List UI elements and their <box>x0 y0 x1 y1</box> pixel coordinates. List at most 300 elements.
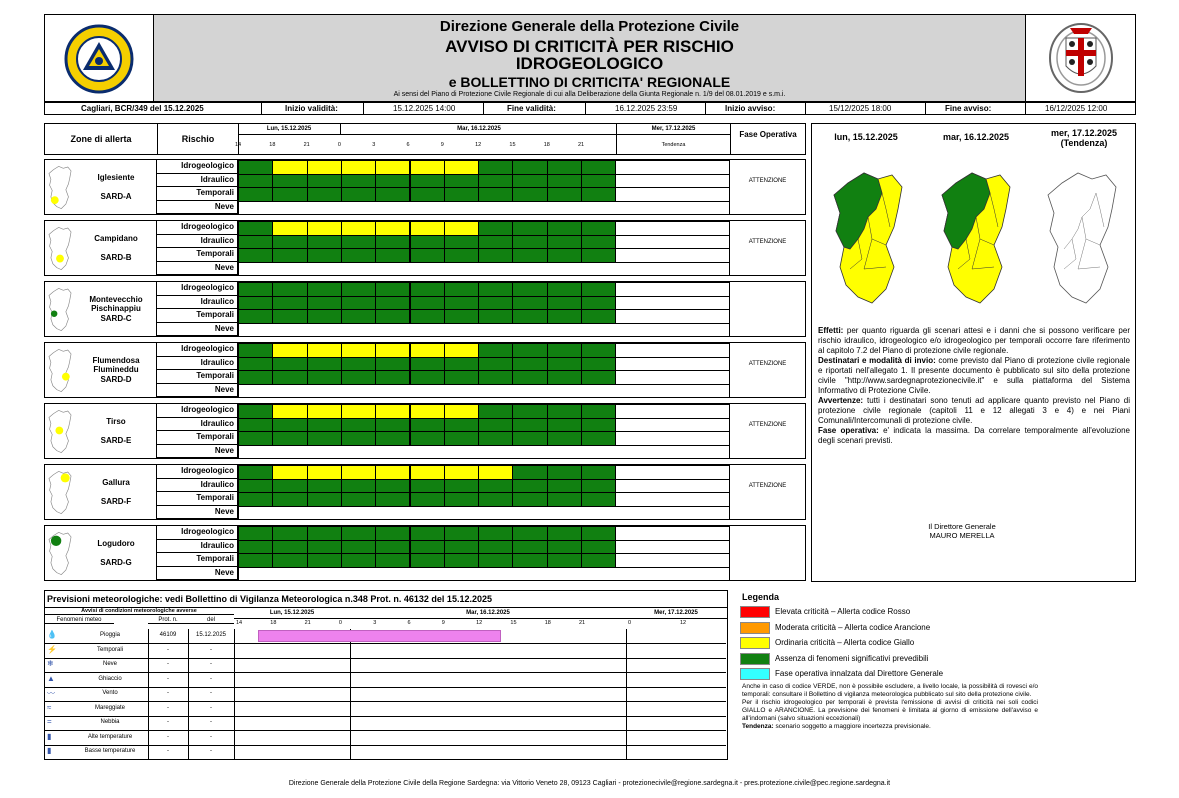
alert-cell-green <box>581 465 616 480</box>
alert-cell-green <box>410 431 445 446</box>
fase-operativa-value: ATTENZIONE <box>748 422 787 428</box>
alert-cell-green <box>238 309 273 324</box>
effetti-heading: Effetti: <box>818 326 844 335</box>
alert-cell-green <box>581 235 616 250</box>
alert-cell-green <box>410 418 445 433</box>
fase-text: e' indicata la massima. Da correlare temporalmente all'evoluzione degli scenari previsti. <box>818 426 1130 445</box>
alert-cell-green <box>547 404 582 419</box>
alert-cell-green <box>272 492 307 507</box>
alert-cell-green <box>272 370 307 385</box>
alert-cell-green <box>547 357 582 372</box>
header-box <box>44 14 1136 102</box>
alert-cell-green <box>478 248 513 263</box>
sardinia-coat-of-arms-icon <box>1046 20 1116 96</box>
alert-cell-green <box>581 431 616 446</box>
zone-code: SARD-B <box>100 253 132 262</box>
notice-start: 15/12/2025 18:00 <box>829 104 892 113</box>
alert-cell-green <box>581 370 616 385</box>
alert-cell-green <box>444 248 479 263</box>
alert-cell-green <box>478 370 513 385</box>
meteo-row <box>44 731 726 746</box>
alert-cell-green <box>512 187 547 202</box>
alert-cell-yellow <box>272 221 307 236</box>
alert-cell-green <box>238 343 273 358</box>
alert-cell-green <box>238 370 273 385</box>
alert-cell-yellow <box>410 404 445 419</box>
tendenza-cell <box>615 526 730 541</box>
risk-label: Temporali <box>157 248 238 262</box>
zone-mini-map-icon <box>47 285 73 333</box>
alert-cell-yellow <box>444 404 479 419</box>
alert-cell-green <box>375 235 410 250</box>
alert-cell-green <box>444 187 479 202</box>
legend-note-2: Per il rischio idrogeologico per temporali è prevista l'emissione di avvisi di criticità nei soli codici GIALLO e ARANCIONE. La previsione dei fenomeni è limitata al giorno di emissione dell'avviso e all'indomani (salvo situazioni eccezionali) <box>742 699 1038 722</box>
alert-cell-green <box>547 296 582 311</box>
alert-cell-green <box>341 431 376 446</box>
neve-cell <box>238 445 730 460</box>
meteo-prot: - <box>167 719 169 725</box>
alert-cell-green <box>547 418 582 433</box>
zone-name: Tirso <box>106 417 126 426</box>
alert-cell-yellow <box>444 343 479 358</box>
alert-cell-green <box>547 187 582 202</box>
rain-warning-bar <box>258 630 501 642</box>
legend-swatch <box>740 637 770 649</box>
alert-cell-yellow <box>410 160 445 175</box>
alert-cell-green <box>478 418 513 433</box>
alert-cell-green <box>478 282 513 297</box>
alert-cell-green <box>478 540 513 555</box>
meteo-phenomenon: Vento <box>102 690 118 696</box>
alert-cell-yellow <box>444 221 479 236</box>
meteo-del: - <box>210 748 212 754</box>
meteo-prot: - <box>167 661 169 667</box>
alert-cell-green <box>547 526 582 541</box>
alert-cell-green <box>307 248 342 263</box>
thunderstorm-icon: ⚡ <box>47 644 57 654</box>
alert-cell-green <box>581 282 616 297</box>
meteo-hour-tick: 14 <box>236 620 243 626</box>
legend-title: Legenda <box>742 592 780 602</box>
alert-cell-green <box>341 418 376 433</box>
notice-end-label: Fine avviso: <box>945 104 992 113</box>
meteo-del: - <box>210 733 212 740</box>
alert-cell-green <box>410 540 445 555</box>
alert-cell-green <box>272 431 307 446</box>
zone-mini-map-icon <box>47 346 73 394</box>
alert-cell-green <box>272 526 307 541</box>
alert-cell-yellow <box>307 160 342 175</box>
alert-cell-yellow <box>375 465 410 480</box>
risk-label: Neve <box>157 506 238 520</box>
alert-cell-green <box>478 235 513 250</box>
legend-swatch <box>740 606 770 618</box>
alert-cell-yellow <box>444 160 479 175</box>
risk-label: Idraulico <box>157 357 238 371</box>
alert-cell-green <box>341 187 376 202</box>
risk-label: Idraulico <box>157 418 238 432</box>
tendenza-cell <box>615 248 730 263</box>
risk-label: Idraulico <box>157 296 238 310</box>
meteo-hour-tick: 0 <box>338 620 342 626</box>
alert-cell-green <box>444 526 479 541</box>
legend-swatch <box>740 668 770 680</box>
meteo-del: 15.12.2025 <box>195 632 227 638</box>
alert-cell-green <box>272 248 307 263</box>
risk-label: Temporali <box>157 309 238 323</box>
meteo-del: - <box>210 704 212 711</box>
header-title-2a: AVVISO DI CRITICITÀ PER RISCHIO <box>445 37 734 56</box>
zone-name: Logudoro <box>97 539 135 548</box>
meteo-hour-tick: 9 <box>441 620 445 626</box>
legend-note-3-heading: Tendenza: <box>742 723 774 730</box>
alert-cell-green <box>238 296 273 311</box>
tendenza-cell <box>615 296 730 311</box>
alert-cell-green <box>444 553 479 568</box>
alert-cell-green <box>478 343 513 358</box>
meteo-prot: - <box>167 733 169 740</box>
zone-code: SARD-A <box>100 192 132 201</box>
legend-label: Assenza di fenomeni significativi prevedibili <box>775 653 929 663</box>
alert-cell-green <box>478 479 513 494</box>
validity-start-label: Inizio validità: <box>285 104 338 113</box>
alert-cell-green <box>341 357 376 372</box>
risk-label: Idrogeologico <box>157 282 238 296</box>
alert-cell-green <box>581 479 616 494</box>
alert-cell-green <box>307 418 342 433</box>
alert-cell-green <box>307 187 342 202</box>
alert-cell-green <box>512 553 547 568</box>
alert-cell-green <box>307 309 342 324</box>
map1-label: lun, 15.12.2025 <box>834 132 898 142</box>
day3-header: Mer, 17.12.2025 <box>651 126 696 132</box>
tendenza-cell <box>615 431 730 446</box>
alert-cell-green <box>272 553 307 568</box>
alert-cell-green <box>444 479 479 494</box>
alert-cell-green <box>307 174 342 189</box>
day1-header: Lun, 15.12.2025 <box>266 126 312 132</box>
alert-cell-green <box>581 187 616 202</box>
alert-cell-yellow <box>375 343 410 358</box>
meteo-phenomenon: Mareggiate <box>94 704 126 711</box>
alert-cell-green <box>444 370 479 385</box>
header-center <box>154 15 1025 101</box>
neve-cell <box>238 323 730 338</box>
fase-operativa-value: ATTENZIONE <box>748 239 787 245</box>
tendenza-cell <box>615 221 730 236</box>
alert-cell-yellow <box>410 343 445 358</box>
zone-mini-map-icon <box>47 529 73 577</box>
alert-cell-green <box>547 248 582 263</box>
alert-cell-green <box>341 370 376 385</box>
alert-cell-green <box>512 465 547 480</box>
alert-cell-green <box>512 174 547 189</box>
alert-cell-green <box>478 174 513 189</box>
alert-cell-green <box>512 343 547 358</box>
alert-cell-green <box>375 479 410 494</box>
alert-cell-green <box>512 479 547 494</box>
alert-cell-green <box>444 357 479 372</box>
alert-cell-green <box>410 282 445 297</box>
alert-cell-green <box>478 553 513 568</box>
meteo-phenomenon: Basse temperature <box>84 748 136 754</box>
alert-cell-yellow <box>272 343 307 358</box>
alert-cell-green <box>375 296 410 311</box>
alert-cell-green <box>375 282 410 297</box>
alert-cell-green <box>272 296 307 311</box>
alert-cell-green <box>410 248 445 263</box>
tendenza-cell <box>615 343 730 358</box>
meteo-del: - <box>210 661 212 667</box>
tendenza-label: Tendenza <box>661 142 686 148</box>
risk-label: Temporali <box>157 370 238 384</box>
alert-cell-green <box>238 526 273 541</box>
meteo-del: - <box>210 690 212 696</box>
zone-mini-map-icon <box>47 163 73 211</box>
alert-cell-green <box>512 404 547 419</box>
hour-tick: 0 <box>337 142 341 148</box>
alert-cell-green <box>547 492 582 507</box>
meteo-prot: - <box>167 690 169 696</box>
hour-tick: 18 <box>543 142 550 148</box>
alert-cell-green <box>272 540 307 555</box>
alert-cell-green <box>238 418 273 433</box>
alert-cell-green <box>410 309 445 324</box>
alert-cell-green <box>478 221 513 236</box>
alert-cell-green <box>444 296 479 311</box>
meteo-row <box>44 702 726 717</box>
risk-label: Idrogeologico <box>157 343 238 357</box>
map3-label: mer, 17.12.2025 <box>1050 128 1118 138</box>
risk-label: Idrogeologico <box>157 465 238 479</box>
zone-code: SARD-C <box>100 314 132 323</box>
alert-cell-yellow <box>375 160 410 175</box>
alert-cell-yellow <box>272 160 307 175</box>
header-title-1: Direzione Generale della Protezione Civile <box>439 18 740 35</box>
zone-code: SARD-F <box>100 497 132 506</box>
legend-notes <box>742 683 1038 731</box>
alert-cell-green <box>581 553 616 568</box>
high-temperature-icon: ▮ <box>47 731 52 741</box>
header-right-logo-area <box>1025 15 1135 101</box>
tendenza-cell <box>615 282 730 297</box>
meteo-phenomenon: Pioggia <box>99 632 120 638</box>
alert-cell-green <box>512 309 547 324</box>
risk-label: Temporali <box>157 431 238 445</box>
meteo-prot: - <box>167 704 169 711</box>
tendenza-cell <box>615 309 730 324</box>
alert-cell-green <box>547 174 582 189</box>
zone-code: SARD-E <box>100 436 132 445</box>
wind-icon: 〰 <box>47 689 55 698</box>
destinatari-heading: Destinatari e modalità di invio: <box>818 356 936 365</box>
hour-tick: 6 <box>406 142 410 148</box>
legend-note-1: Anche in caso di codice VERDE, non è possibile escludere, a livello locale, la possibilità di rovesci e/o temporali: consultare il Bollettino di vigilanza meteorologica pubblicato sul sito della protezione civile. <box>742 683 1038 698</box>
legend-label: Ordinaria criticità – Allerta codice Giallo <box>775 638 915 647</box>
legend-label: Elevata criticità – Allerta codice Rosso <box>775 607 911 616</box>
alert-cell-green <box>512 248 547 263</box>
risk-label: Temporali <box>157 553 238 567</box>
alert-cell-green <box>547 282 582 297</box>
alert-cell-yellow <box>341 343 376 358</box>
meteo-row <box>44 745 726 760</box>
hour-tick: 14 <box>235 142 242 148</box>
meteo-prot: - <box>167 646 169 653</box>
alert-cell-green <box>547 465 582 480</box>
risk-label: Temporali <box>157 187 238 201</box>
alert-cell-green <box>512 418 547 433</box>
alert-cell-green <box>444 235 479 250</box>
alert-cell-green <box>410 553 445 568</box>
meteo-del: - <box>210 675 212 682</box>
alert-cell-yellow <box>341 160 376 175</box>
neve-cell <box>238 384 730 399</box>
alert-cell-green <box>444 282 479 297</box>
alert-cell-yellow <box>307 343 342 358</box>
day2-header: Mar, 16.12.2025 <box>457 126 501 132</box>
meteo-phenomenon: Alte temperature <box>87 733 133 740</box>
meteo-prot: 46109 <box>159 632 177 638</box>
protocol: Cagliari, BCR/349 del 15.12.2025 <box>81 104 204 113</box>
alert-cell-green <box>547 309 582 324</box>
alert-cell-green <box>341 174 376 189</box>
alert-cell-green <box>547 221 582 236</box>
alert-cell-green <box>375 357 410 372</box>
meteo-prot-header: Prot. n. <box>148 617 188 624</box>
meteo-day1-header: Lun, 15.12.2025 <box>269 610 315 616</box>
alert-cell-green <box>512 370 547 385</box>
regione-sardegna-logo <box>64 24 134 94</box>
risk-label: Neve <box>157 201 238 215</box>
alert-cell-yellow <box>410 221 445 236</box>
tendenza-cell <box>615 404 730 419</box>
tendenza-cell <box>615 357 730 372</box>
neve-cell <box>238 506 730 521</box>
hour-tick: 9 <box>440 142 444 148</box>
header-title-3: e BOLLETTINO DI CRITICITA' REGIONALE <box>448 74 731 90</box>
hour-tick: 3 <box>372 142 376 148</box>
tendenza-cell <box>615 540 730 555</box>
legend-swatch <box>740 622 770 634</box>
alert-cell-green <box>581 526 616 541</box>
hour-tick: 21 <box>578 142 585 148</box>
alert-cell-green <box>375 540 410 555</box>
alert-cell-green <box>512 221 547 236</box>
alert-cell-green <box>581 492 616 507</box>
risk-label: Neve <box>157 445 238 459</box>
effetti-text: per quanto riguarda gli scenari attesi e i danni che si possono verificare per rischio idraulico, idrogeologico e/o idrogeologico per temporali occorre fare riferimento al capitolo 7.2 del Piano di protezione civile regionale. <box>818 326 1130 355</box>
alert-cell-yellow <box>410 465 445 480</box>
alert-cell-green <box>512 526 547 541</box>
meteo-title: Previsioni meteorologiche: vedi Bollettino di Vigilanza Meteorologica n.348 Prot. n. 46132 del 15.12.2025 <box>47 594 492 604</box>
alert-cell-green <box>444 431 479 446</box>
zone-mini-map-icon <box>47 407 73 455</box>
alert-cell-green <box>272 479 307 494</box>
footer: Direzione Generale della Protezione Civile della Regione Sardegna: via Vittorio Veneto 28, 09123 Cagliari - protezionecivile@regione.sardegna.it - pres.protezione.civile@pec.regione.sardegna.it <box>288 780 891 787</box>
alert-cell-green <box>478 357 513 372</box>
tendenza-cell <box>615 492 730 507</box>
signature-name: MAURO MERELLA <box>929 531 995 540</box>
alert-cell-green <box>341 235 376 250</box>
meteo-hour-tick: 15 <box>510 620 517 626</box>
alert-cell-green <box>512 160 547 175</box>
sardinia-map-day2 <box>936 169 1016 304</box>
alert-cell-green <box>444 418 479 433</box>
fog-icon: = <box>47 717 52 726</box>
alert-cell-green <box>547 479 582 494</box>
risk-label: Idraulico <box>157 174 238 188</box>
alert-cell-green <box>307 431 342 446</box>
alert-cell-green <box>478 309 513 324</box>
fase-operativa-value: ATTENZIONE <box>748 483 787 489</box>
meteo-prot: - <box>167 675 169 682</box>
alert-cell-green <box>307 282 342 297</box>
legend-note-3: scenario soggetto a maggiore incertezza previsionale. <box>775 723 931 730</box>
risk-label: Neve <box>157 262 238 276</box>
zone-code: SARD-G <box>100 558 132 567</box>
alert-cell-green <box>238 479 273 494</box>
alert-cell-green <box>272 187 307 202</box>
avvertenze-heading: Avvertenze: <box>818 396 864 405</box>
alert-cell-green <box>307 553 342 568</box>
alert-cell-green <box>410 492 445 507</box>
meteo-row <box>44 644 726 659</box>
risk-label: Neve <box>157 384 238 398</box>
alert-cell-green <box>375 492 410 507</box>
alert-cell-green <box>410 187 445 202</box>
tendenza-cell <box>615 235 730 250</box>
alert-cell-green <box>341 479 376 494</box>
alert-cell-yellow <box>307 221 342 236</box>
risk-label: Idraulico <box>157 479 238 493</box>
alert-cell-green <box>478 296 513 311</box>
alert-cell-yellow <box>375 221 410 236</box>
alert-cell-green <box>238 235 273 250</box>
meteo-phenomenon: Ghiaccio <box>98 675 122 682</box>
alert-cell-green <box>238 431 273 446</box>
alert-cell-green <box>512 357 547 372</box>
meteo-row <box>44 716 726 731</box>
tendenza-cell <box>615 418 730 433</box>
alert-cell-green <box>410 479 445 494</box>
notes-block <box>818 326 1130 446</box>
alert-cell-green <box>272 418 307 433</box>
alert-cell-green <box>512 296 547 311</box>
alert-cell-green <box>238 540 273 555</box>
alert-cell-green <box>581 309 616 324</box>
alert-cell-green <box>512 540 547 555</box>
alert-cell-green <box>478 160 513 175</box>
alert-cell-green <box>581 357 616 372</box>
alert-cell-yellow <box>307 465 342 480</box>
alert-cell-green <box>581 343 616 358</box>
alert-cell-yellow <box>478 465 513 480</box>
alert-cell-green <box>272 309 307 324</box>
tendenza-cell <box>615 187 730 202</box>
rain-icon: 💧 <box>47 630 57 639</box>
signature-title: Il Direttore Generale <box>928 522 996 531</box>
alert-cell-green <box>375 431 410 446</box>
alert-cell-yellow <box>272 404 307 419</box>
meteo-hour-tick: 3 <box>373 620 377 626</box>
tendenza-cell <box>615 174 730 189</box>
risk-label: Idrogeologico <box>157 160 238 174</box>
alert-cell-green <box>341 309 376 324</box>
alert-cell-green <box>478 404 513 419</box>
meteo-del-header: del <box>188 617 234 624</box>
alert-cell-green <box>547 370 582 385</box>
col-fase-header: Fase Operativa <box>739 130 797 139</box>
